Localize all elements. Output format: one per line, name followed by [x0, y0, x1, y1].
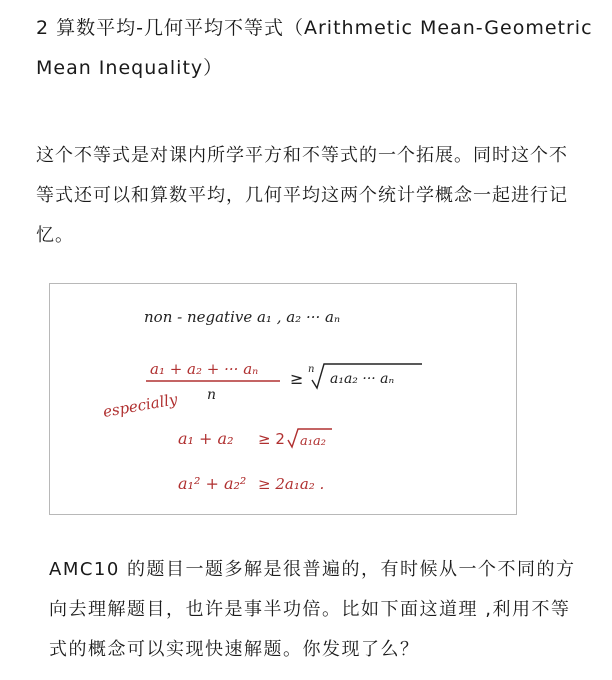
handwritten-inequality-figure — [49, 283, 517, 515]
intro-paragraph: 这个不等式是对课内所学平方和不等式的一个拓展。同时这个不等式还可以和算数平均，几何平均这两个统计学概念一起进行记忆。 — [36, 145, 568, 246]
figure-canvas — [50, 284, 518, 516]
root-radicand: a₁a₂ ··· aₙ — [330, 371, 395, 387]
especially-label: especially — [101, 390, 179, 421]
outro-paragraph: AMC10 的题目一题多解是很普遍的，有时候从一个不同的方向去理解题目，也许是事半功倍。比如下面这道理 ,利用不等式的概念可以实现快速解题。你发现了么？ — [49, 559, 576, 660]
case2-radicand: a₁a₂ — [300, 434, 326, 449]
case3-lhs: a₁² + a₂² — [178, 474, 247, 493]
geq-symbol: ≥ — [290, 369, 304, 388]
root-index: n — [308, 364, 315, 375]
case3-rhs: ≥ 2a₁a₂ . — [258, 475, 325, 493]
fraction-numerator: a₁ + a₂ + ··· aₙ — [150, 360, 259, 378]
fraction-denominator: n — [207, 387, 217, 403]
case2-lhs: a₁ + a₂ — [178, 429, 234, 448]
section-heading: 2 算数平均-几何平均不等式（Arithmetic Mean-Geometric Mean Inequality） — [36, 17, 593, 79]
case2-geq: ≥ 2 — [258, 430, 285, 448]
non-negative-line: non - negative a₁ , a₂ ··· aₙ — [144, 308, 341, 326]
